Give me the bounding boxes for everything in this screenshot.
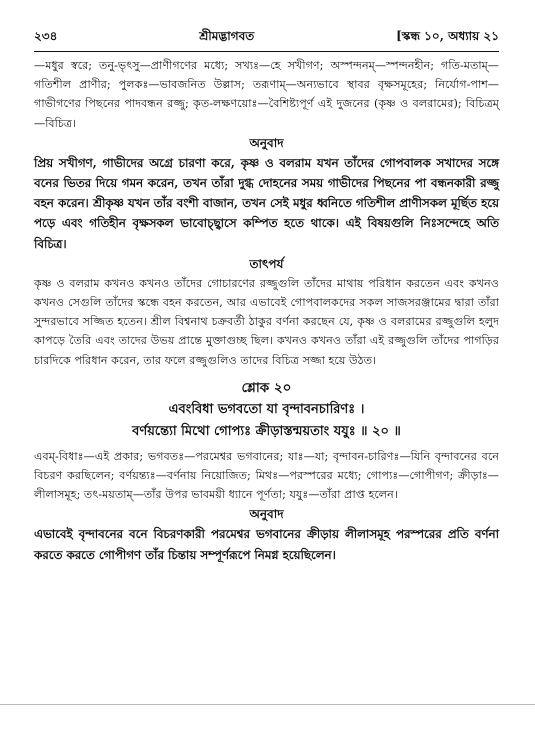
synonyms-paragraph: —মধুর স্বরে; তনু-ভৃৎসু—প্রাণীগণের মধ্যে; সখ্যঃ—হে সখীগণ; অস্পন্দনম্—স্পন্দনহীন; গতি-মতাম্—গতিশীল প্রাণীর; পুলকঃ—ভাবজনিত উল্লাস; তরূণাম্—অন্যভাবে স্থাবর বৃক্ষসমূহের; নির্যোগ-পাশ—গাভীগণের পিছনের পাদবন্ধন রজ্জু; কৃত-লক্ষণয়োঃ—বৈশিষ্ট্যপূর্ণ এই দুজনের (কৃষ্ণ ও বলরামের); বিচিত্রম্—বিচিত্র।: [34, 59, 499, 130]
synonyms-paragraph: এবম্-বিধাঃ—এই প্রকার; ভগবতঃ—পরমেশ্বর ভগবানের; যাঃ—যা; বৃন্দাবন-চারিণঃ—যিনি বৃন্দাবনের বনে বিচরণ করছিলেন; বর্ণয়ন্ত্যঃ—বর্ণনায় নিয়োজিত; মিথঃ—পরস্পরের মধ্যে; গোপ্যঃ—গোপীগণ; ক্রীড়াঃ—লীলাসমূহ; তৎ-ময়তাম্—তাঁর উপর ভাবময়ী ধ্যানে পূর্ণতা; যযুঃ—তাঁরা প্রাপ্ত হলেন।: [34, 449, 499, 502]
translation-heading: অনুবাদ: [249, 507, 284, 522]
purport-heading: তাৎপর্য: [249, 256, 284, 271]
translation-paragraph: এভাবেই বৃন্দাবনের বনে বিচরণকারী পরমেশ্বর ভগবানের ক্রীড়ায় লীলাসমূহ পরস্পরের প্রতি বর্ণনা করতে করতে গোপীগণ তাঁর চিন্তায় সম্পূর্ণরূপে নিমগ্ন হয়েছিলেন।: [34, 527, 499, 562]
verse-line: এবংবিধা ভগবতো যা বৃন্দাবনচারিণঃ ।: [168, 401, 365, 417]
purport-paragraph: কৃষ্ণ ও বলরাম কখনও কখনও তাঁদের গোচারণের রজ্জুগুলি তাঁদের মাথায় পরিধান করতেন এবং কখনও কখনও সেগুলি তাঁদের স্কন্ধে বহন করতেন, আর এভাবেই গোপবালকদের সকল সাজসরঞ্জামের দ্বারা তাঁরা সুন্দরভাবে সজ্জিত হতেন। শ্রীল বিশ্বনাথ চক্রবর্তী ঠাকুর বর্ণনা করছেন যে, কৃষ্ণ ও বলরামের রজ্জুগুলি হলুদ কাপড়ে তৈরি এবং তাদের উভয় প্রান্তে মুক্তাগুচ্ছ ছিল। কখনও কখনও তাঁরা এই রজ্জুগুলি তাঁদের পাগড়ির চারদিকে পরিধান করেন, তার ফলে রজ্জুগুলিও তাদের বিচিত্র সজ্জা হয়ে উঠত।: [34, 276, 499, 367]
translation-heading: অনুবাদ: [249, 135, 284, 150]
translation-paragraph: প্রিয় সখীগণ, গাভীদের অগ্রে চারণা করে, কৃষ্ণ ও বলরাম যখন তাঁদের গোপবালক সখাদের সঙ্গে বনের ভিতর দিয়ে গমন করেন, তখন তাঁরা দুগ্ধ দোহনের সময় গাভীদের পিছনের পা বন্ধনকারী রজ্জু বহন করেন। শ্রীকৃষ্ণ যখন তাঁর বংশী বাজান, তখন সেই মধুর ধ্বনিতে গতিশীল প্রাণীসকল মূর্ছিত হয়ে পড়ে এবং গতিহীন বৃক্ষসকল ভাবোচ্ছ্বাসে কম্পিত হতে থাকে। এই বিষয়গুলি নিঃসন্দেহে অতি বিচিত্র।: [34, 155, 499, 251]
page-number: ২৩৪: [34, 29, 58, 43]
running-header: [34, 0, 499, 52]
canto-chapter: [স্কন্ধ ১০, অধ্যায় ২১: [396, 29, 499, 43]
verse-title: শ্লোক ২০: [241, 379, 292, 396]
verse-line: বর্ণয়ন্ত্যো মিথো গোপ্যঃ ক্রীড়াস্তন্ময়তাং যযুঃ ॥ ২০ ॥: [132, 423, 401, 439]
book-title: শ্রীমদ্ভাগবত: [199, 29, 255, 43]
page-bottom-divider: [0, 704, 535, 705]
